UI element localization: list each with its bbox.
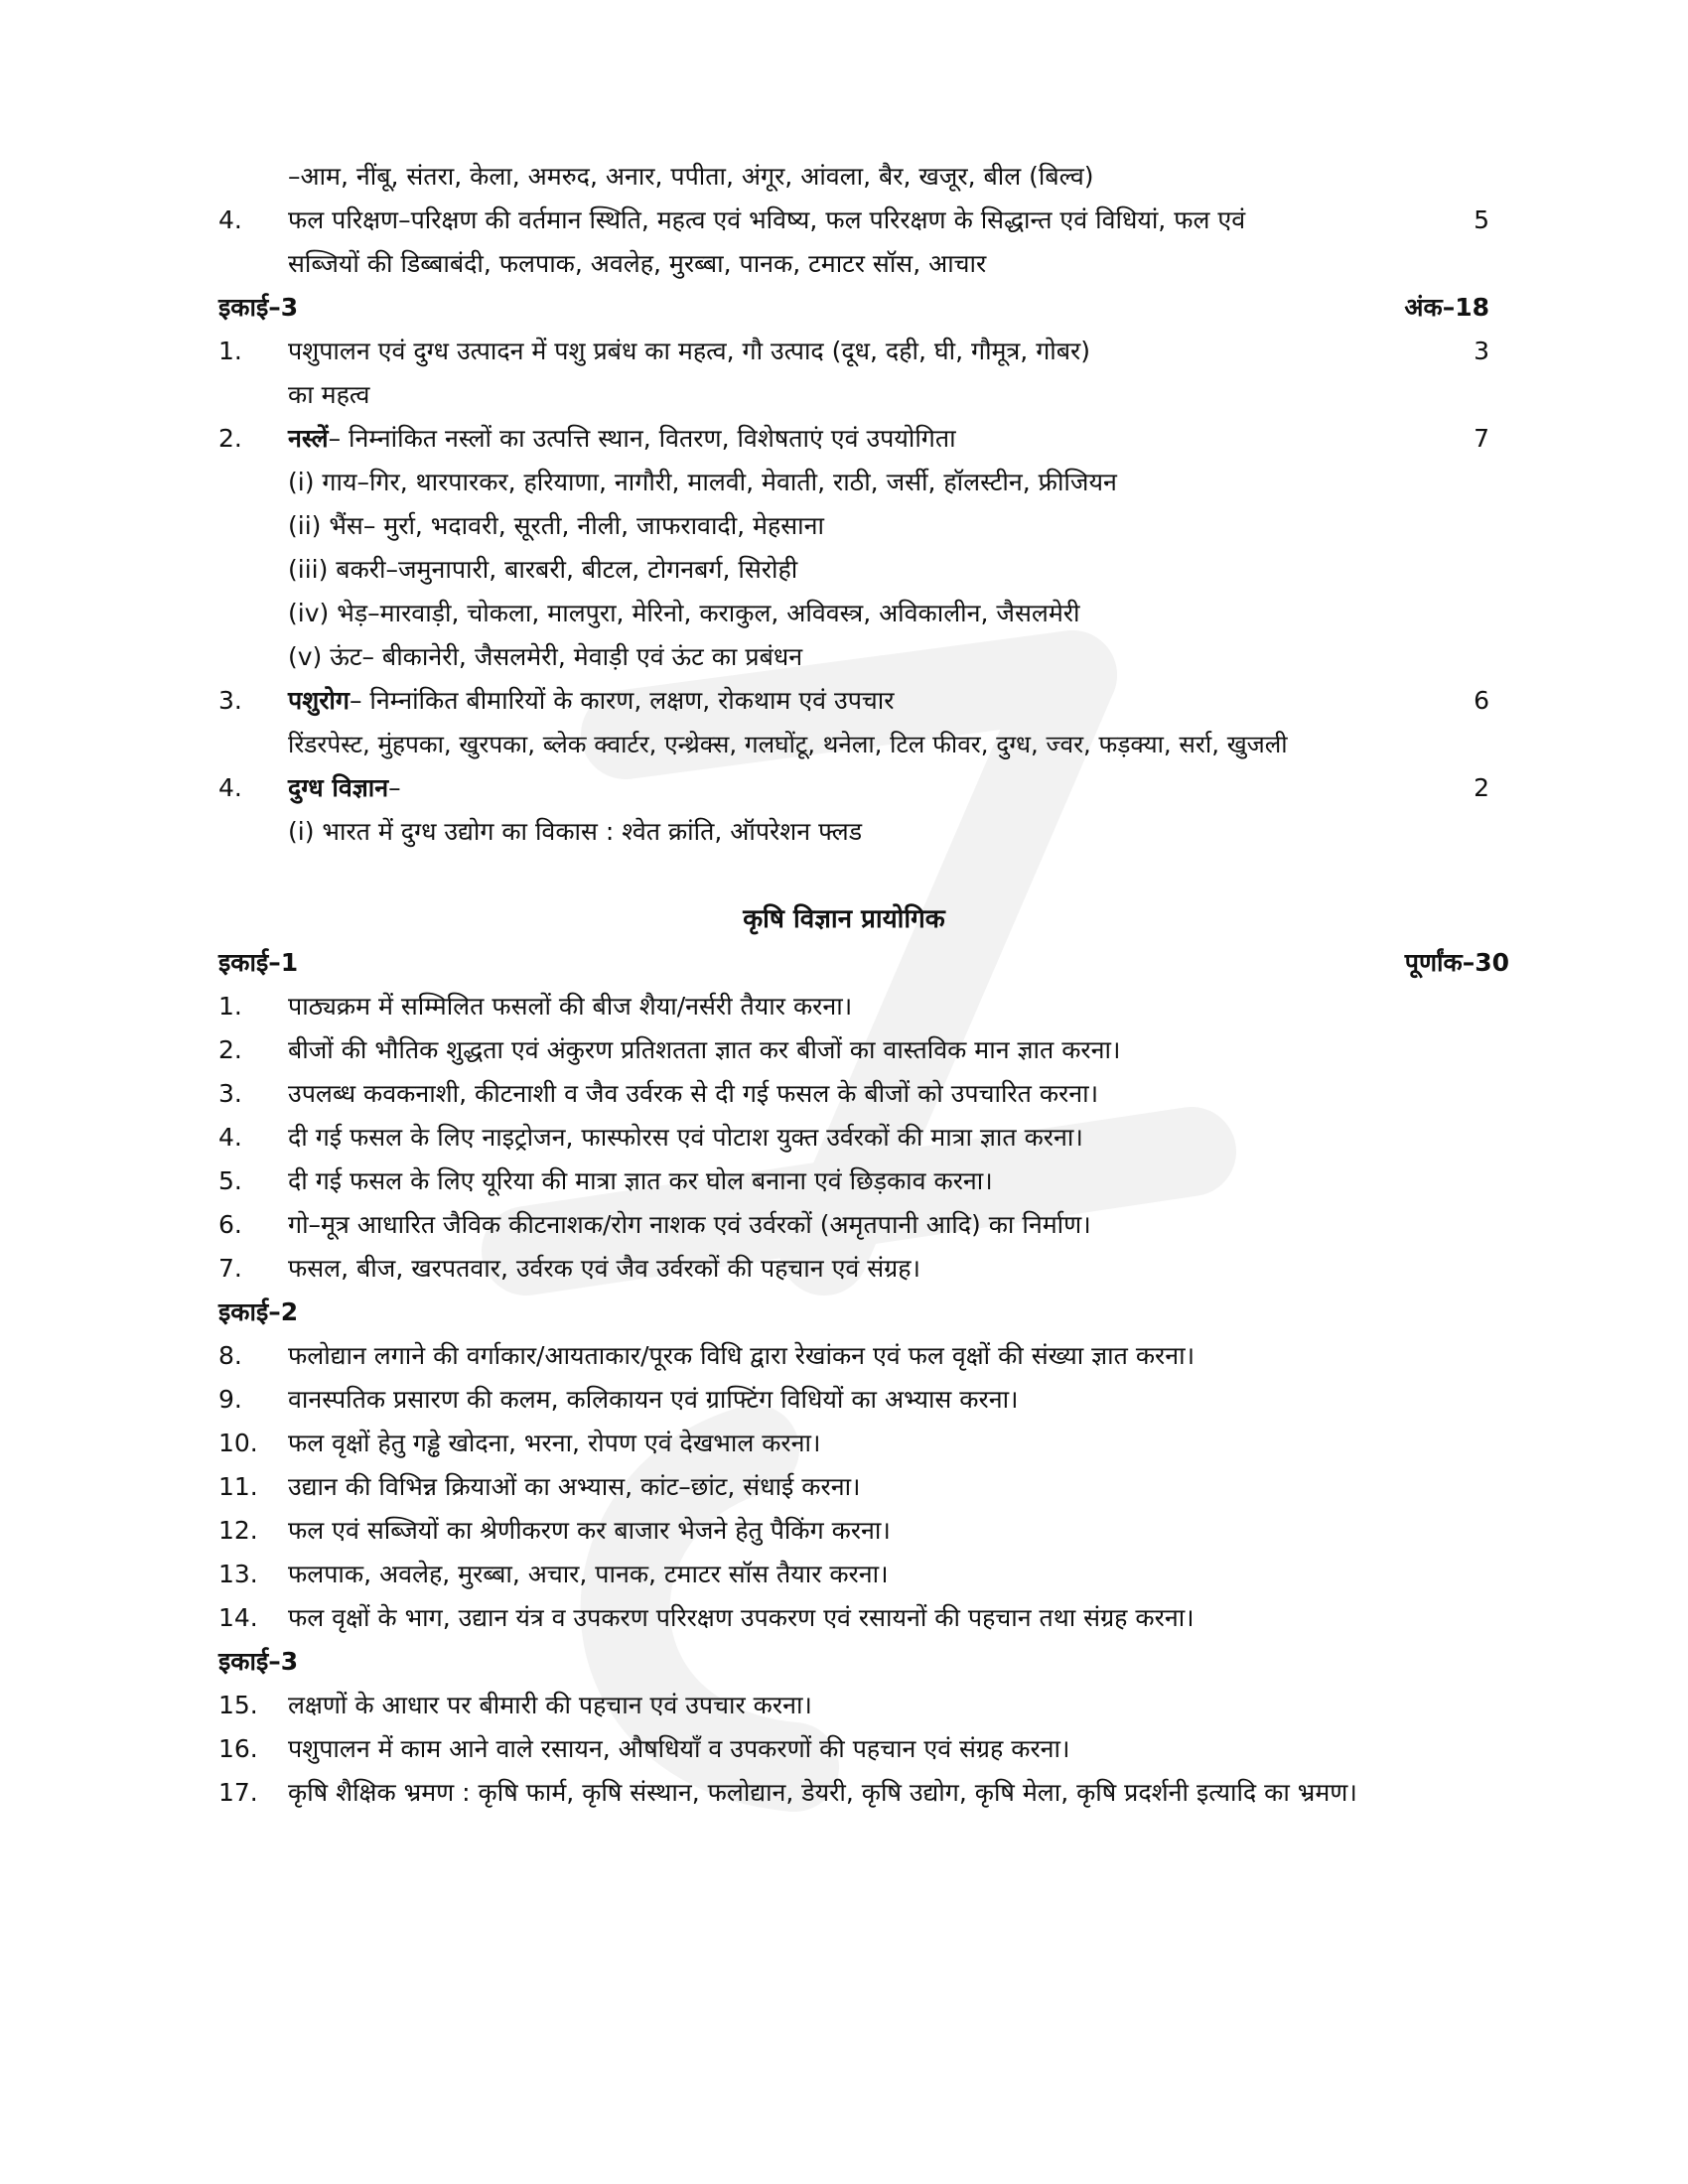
list-item: [218, 1028, 1489, 1072]
sub-item: [218, 592, 1489, 635]
unit-title: इकाई–2: [218, 1297, 299, 1326]
sub-item: [218, 810, 1489, 854]
item-number: 7.: [218, 1254, 242, 1283]
item-text: [288, 679, 1420, 723]
list-item: [218, 1422, 1489, 1465]
sub-item-text: (iii) बकरी–जमुनापारी, बारबरी, बीटल, टोगनबर्ग, सिरोही: [288, 555, 798, 584]
item-text: वानस्पतिक प्रसारण की कलम, कलिकायन एवं ग्राफ्टिंग विधियों का अभ्यास करना।: [288, 1385, 1019, 1414]
list-item: [218, 766, 1489, 810]
item-number: 2.: [218, 424, 242, 453]
item-number: 4.: [218, 773, 242, 802]
item-text: फल परिक्षण–परिक्षण की वर्तमान स्थिति, महत्व एवं भविष्य, फल परिरक्षण के सिद्धान्त एवं विधियां, फल एवं: [288, 205, 1246, 234]
unit-title: इकाई–3: [218, 1647, 299, 1676]
item-text: दी गई फसल के लिए यूरिया की मात्रा ज्ञात कर घोल बनाना एवं छिड़काव करना।: [288, 1166, 993, 1195]
item-mark: 5: [1474, 205, 1489, 234]
unit-heading: [218, 941, 1509, 985]
sub-item: [218, 461, 1489, 504]
sub-item-text: (iv) भेड़–मारवाड़ी, चोकला, मालपुरा, मेरिनो, कराकुल, अविवस्त्र, अविकालीन, जैसलमेरी: [288, 599, 1080, 627]
list-item: [218, 1334, 1489, 1378]
item-text: पाठ्यक्रम में सम्मिलित फसलों की बीज शैया/नर्सरी तैयार करना।: [288, 992, 853, 1021]
list-item: [218, 1378, 1489, 1422]
list-item-continuation: [218, 242, 1489, 286]
item-text: फल वृक्षों हेतु गड्ढे खोदना, भरना, रोपण एवं देखभाल करना।: [288, 1429, 821, 1457]
item-bold-label: नस्लें: [288, 424, 329, 453]
item-text: का महत्व: [288, 380, 370, 409]
item-text: बीजों की भौतिक शुद्धता एवं अंकुरण प्रतिशतता ज्ञात कर बीजों का वास्तविक मान ज्ञात करना।: [288, 1035, 1121, 1064]
continuation-line: [218, 155, 1489, 199]
sub-item: [218, 635, 1489, 679]
item-number: 10.: [218, 1429, 258, 1457]
item-text: फसल, बीज, खरपतवार, उर्वरक एवं जैव उर्वरकों की पहचान एवं संग्रह।: [288, 1254, 921, 1283]
item-number: 9.: [218, 1385, 242, 1414]
item-text: पशुपालन में काम आने वाले रसायन, औषधियाँ व उपकरणों की पहचान एवं संग्रह करना।: [288, 1734, 1070, 1763]
item-number: 16.: [218, 1734, 258, 1763]
list-item: [218, 1072, 1489, 1116]
list-item: [218, 1727, 1489, 1771]
item-mark: 6: [1474, 686, 1489, 715]
item-text: फलपाक, अवलेह, मुरब्बा, अचार, पानक, टमाटर सॉस तैयार करना।: [288, 1560, 889, 1588]
unit-marks: पूर्णांक–30: [1404, 948, 1509, 977]
unit-heading: [218, 1640, 1489, 1684]
list-item-continuation: [218, 723, 1489, 766]
item-number: 5.: [218, 1166, 242, 1195]
item-rest: – निम्नांकित बीमारियों के कारण, लक्षण, रोकथाम एवं उपचार: [349, 686, 895, 715]
list-item: [218, 679, 1489, 723]
item-number: 8.: [218, 1341, 242, 1370]
list-item: [218, 417, 1489, 461]
item-number: 1.: [218, 337, 242, 365]
item-text: पशुपालन एवं दुग्ध उत्पादन में पशु प्रबंध का महत्व, गौ उत्पाद (दूध, दही, घी, गौमूत्र, गोबर): [288, 337, 1090, 365]
list-item: [218, 1465, 1489, 1509]
list-item: [218, 1203, 1489, 1247]
item-mark: 3: [1474, 337, 1489, 365]
item-text: कृषि शैक्षिक भ्रमण : कृषि फार्म, कृषि संस्थान, फलोद्यान, डेयरी, कृषि उद्योग, कृषि मेला, कृषि प्रदर्शनी इत्यादि का भ्रमण।: [288, 1778, 1357, 1807]
item-text: दी गई फसल के लिए नाइट्रोजन, फास्फोरस एवं पोटाश युक्त उर्वरकों की मात्रा ज्ञात करना।: [288, 1123, 1083, 1152]
list-item: [218, 330, 1489, 373]
item-number: 3.: [218, 1079, 242, 1108]
sub-item-text: (v) ऊंट– बीकानेरी, जैसलमेरी, मेवाड़ी एवं ऊंट का प्रबंधन: [288, 642, 803, 671]
item-text: [288, 417, 1420, 461]
unit-heading: [218, 286, 1489, 330]
item-text: गो–मूत्र आधारित जैविक कीटनाशक/रोग नाशक एवं उर्वरकों (अमृतपानी आदि) का निर्माण।: [288, 1210, 1091, 1239]
unit-heading: [218, 1291, 1489, 1334]
list-item: [218, 199, 1489, 242]
unit-title: इकाई–1: [218, 948, 299, 977]
sub-item: [218, 504, 1489, 548]
sub-item-text: (i) गाय–गिर, थारपारकर, हरियाणा, नागौरी, मालवी, मेवाती, राठी, जर्सी, हॉलस्टीन, फ्रीजियन: [288, 468, 1117, 496]
unit-title: इकाई–3: [218, 293, 299, 322]
item-number: 11.: [218, 1472, 258, 1501]
item-number: 14.: [218, 1603, 258, 1632]
list-item: [218, 1247, 1489, 1291]
list-item: [218, 1771, 1489, 1815]
item-rest: –: [388, 773, 401, 802]
list-item: [218, 1160, 1489, 1203]
list-item: [218, 1596, 1489, 1640]
list-item: [218, 1553, 1489, 1596]
item-number: 1.: [218, 992, 242, 1021]
item-number: 6.: [218, 1210, 242, 1239]
item-text: सब्जियों की डिब्बाबंदी, फलपाक, अवलेह, मुरब्बा, पानक, टमाटर सॉस, आचार: [288, 249, 987, 278]
sub-item-text: (ii) भैंस– मुर्रा, भदावरी, सूरती, नीली, जाफरावादी, मेहसाना: [288, 511, 825, 540]
item-text: फल एवं सब्जियों का श्रेणीकरण कर बाजार भेजने हेतु पैकिंग करना।: [288, 1516, 891, 1545]
list-item-continuation: [218, 373, 1489, 417]
unit-marks: अंक–18: [1404, 293, 1489, 322]
item-number: 3.: [218, 686, 242, 715]
item-number: 4.: [218, 1123, 242, 1152]
item-bold-label: पशुरोग: [288, 686, 350, 715]
item-rest: – निम्नांकित नस्लों का उत्पत्ति स्थान, वितरण, विशेषताएं एवं उपयोगिता: [328, 424, 956, 453]
item-text: लक्षणों के आधार पर बीमारी की पहचान एवं उपचार करना।: [288, 1691, 812, 1719]
item-text: फल वृक्षों के भाग, उद्यान यंत्र व उपकरण परिरक्षण उपकरण एवं रसायनों की पहचान तथा संग्रह करना।: [288, 1603, 1195, 1632]
list-item: [218, 1116, 1489, 1160]
item-number: 15.: [218, 1691, 258, 1719]
item-mark: 2: [1474, 773, 1489, 802]
sub-item-text: (i) भारत में दुग्ध उद्योग का विकास : श्वेत क्रांति, ऑपरेशन फ्लड: [288, 817, 863, 846]
item-number: 12.: [218, 1516, 258, 1545]
item-text: उपलब्ध कवकनाशी, कीटनाशी व जैव उर्वरक से दी गई फसल के बीजों को उपचारित करना।: [288, 1079, 1099, 1108]
item-number: 4.: [218, 205, 242, 234]
item-text: रिंडरपेस्ट, मुंहपका, खुरपका, ब्लेक क्वार्टर, एन्थ्रेक्स, गलघोंटू, थनेला, टिल फीवर, दुग्ध, ज्वर, फड़क्या, सर्रा, खुजली: [288, 730, 1288, 758]
section-title: कृषि विज्ञान प्रायोगिक: [743, 904, 945, 934]
item-number: 13.: [218, 1560, 258, 1588]
list-item: [218, 1509, 1489, 1553]
item-mark: 7: [1474, 424, 1489, 453]
item-bold-label: दुग्ध विज्ञान: [288, 773, 389, 802]
list-item: [218, 985, 1489, 1028]
item-text: [288, 766, 1420, 810]
item-text: फलोद्यान लगाने की वर्गाकार/आयताकार/पूरक विधि द्वारा रेखांकन एवं फल वृक्षों की संख्या ज्ञात करना।: [288, 1341, 1196, 1370]
item-number: 2.: [218, 1035, 242, 1064]
list-item: [218, 1684, 1489, 1727]
sub-item: [218, 548, 1489, 592]
item-number: 17.: [218, 1778, 258, 1807]
item-text: उद्यान की विभिन्न क्रियाओं का अभ्यास, कांट–छांट, संधाई करना।: [288, 1472, 861, 1501]
continuation-text: –आम, नींबू, संतरा, केला, अमरुद, अनार, पपीता, अंगूर, आंवला, बैर, खजूर, बील (बिल्व): [288, 162, 1094, 191]
